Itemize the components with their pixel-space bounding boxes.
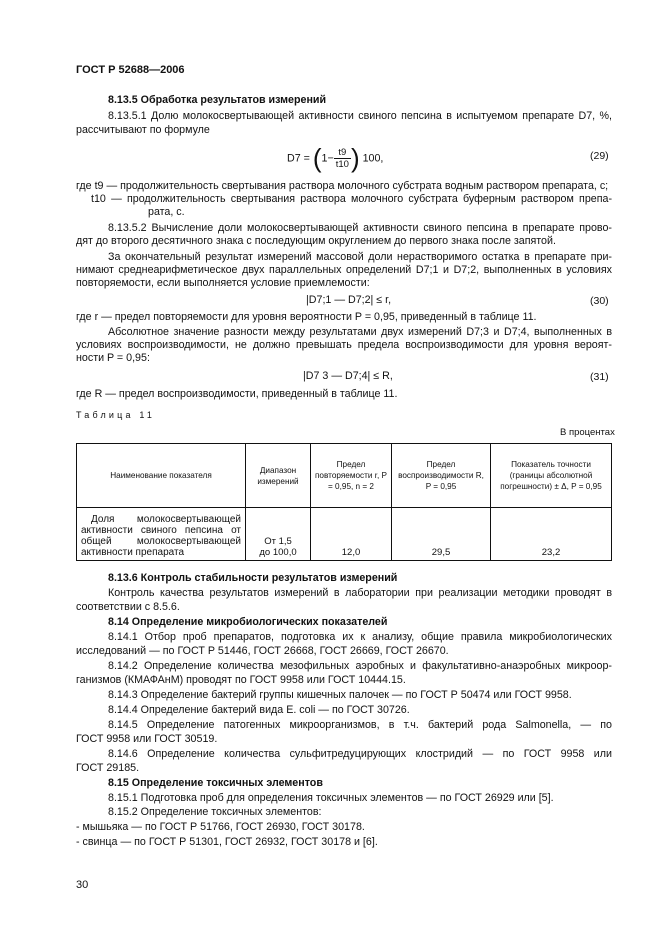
table-unit: В процентах bbox=[560, 427, 615, 438]
paragraph-line: 8.14.5 Определение патогенных микроорганизмов, в т.ч. бактерий рода Salmonella, — по bbox=[108, 719, 612, 731]
section-title: 8.13.6 Контроль стабильности результатов измерений bbox=[108, 572, 398, 584]
paragraph-line: соответствии с 8.5.6. bbox=[76, 601, 180, 613]
page-number: 30 bbox=[76, 879, 89, 891]
paragraph-line: 8.14.1 Отбор проб препаратов, подготовка их к анализу, общие правила микробиологических bbox=[108, 631, 612, 643]
paragraph-line: 8.15.1 Подготовка проб для определения токсичных элементов — по ГОСТ 26929 или [5]. bbox=[108, 792, 554, 804]
row-label-cell bbox=[77, 508, 246, 561]
section-title: 8.13.5 Обработка результатов измерений bbox=[108, 94, 327, 106]
formula-fraction bbox=[334, 147, 351, 170]
row-label-line: активности препарата bbox=[81, 547, 185, 558]
paragraph-line: ГОСТ 29185. bbox=[76, 762, 140, 774]
paragraph-line: 8.15.2 Определение токсичных элементов: bbox=[108, 806, 322, 818]
paragraph-line: условиях воспроизводимости, не должно превышать предела воспроизводимости для уровня вероят- bbox=[76, 339, 612, 351]
equation-number: (31) bbox=[590, 371, 609, 383]
paragraph-line: Контроль качества результатов измерений в лаборатории при реализации методики проводят в bbox=[108, 587, 612, 599]
paragraph-line: дят до второго десятичного знака с последующим округлением до первого знака после запятой. bbox=[76, 235, 556, 247]
table-row bbox=[77, 508, 612, 561]
table-caption: Таблица 11 bbox=[76, 410, 156, 420]
table-11 bbox=[76, 443, 612, 561]
accuracy-cell: 23,2 bbox=[491, 508, 612, 561]
table-header-row bbox=[77, 444, 612, 508]
left-paren: ( bbox=[312, 143, 322, 173]
formula-31: |D7 3 — D7;4| ≤ R, bbox=[303, 370, 393, 382]
fraction-denominator: t10 bbox=[335, 159, 349, 170]
list-item: - свинца — по ГОСТ Р 51301, ГОСТ 26932, ГОСТ 30178 и [6]. bbox=[76, 836, 378, 848]
paragraph-line: 8.13.5.1 Долю молокосвертывающей активности свиного пепсина в испытуемом препарате D7, %, bbox=[108, 110, 612, 122]
formula-lhs: D7 = bbox=[287, 152, 310, 165]
paragraph-line: нимают среднеарифметическое двух параллельных определений D7;1 и D7;2, выполненных в условиях bbox=[76, 264, 612, 276]
header-cell: Предел воспроизводимости R, P = 0,95 bbox=[392, 444, 491, 508]
where-line: где r — предел повторяемости для уровня вероятности P = 0,95, приведенный в таблице 11. bbox=[76, 311, 537, 323]
paragraph-line: ганизмов (КМАФАнМ) проводят по ГОСТ 9958 или ГОСТ 10444.15. bbox=[76, 674, 406, 686]
fraction-numerator: t9 bbox=[334, 147, 351, 159]
range-line: От 1,5 bbox=[264, 536, 292, 547]
range-cell bbox=[246, 508, 311, 561]
where-line: где t9 — продолжительность свертывания раствора молочного субстрата водным раствором препарата, с; bbox=[76, 180, 609, 192]
equation-number: (29) bbox=[590, 150, 609, 162]
header-cell: Наименование показателя bbox=[77, 444, 246, 508]
list-item: - мышьяка — по ГОСТ Р 51766, ГОСТ 26930, ГОСТ 30178. bbox=[76, 821, 365, 833]
equation-number: (30) bbox=[590, 295, 609, 307]
reproducibility-cell: 29,5 bbox=[392, 508, 491, 561]
paragraph-line: Абсолютное значение разности между результатами двух измерений D7;3 и D7;4, выполненных в bbox=[108, 326, 612, 338]
paragraph-line: исследований — по ГОСТ Р 51446, ГОСТ 26668, ГОСТ 26669, ГОСТ 26670. bbox=[76, 645, 449, 657]
section-title: 8.15 Определение токсичных элементов bbox=[108, 777, 323, 789]
row-label-line: Доля молокосвертывающей bbox=[91, 514, 241, 525]
paragraph-line: 8.13.5.2 Вычисление доли молокосвертывающей активности свиного пепсина в препарате прово- bbox=[108, 222, 612, 234]
formula-one: 1− bbox=[321, 152, 334, 165]
paragraph-line: 8.14.6 Определение количества сульфитредуцирующих клостридий — по ГОСТ 9958 или bbox=[108, 748, 612, 760]
paragraph-line: ГОСТ 9958 или ГОСТ 30519. bbox=[76, 733, 218, 745]
header-cell: Показатель точности (границы абсолютной погрешности) ± Δ, P = 0,95 bbox=[491, 444, 612, 508]
row-label-line: общей молокосвертывающей bbox=[81, 536, 241, 547]
row-label-line: активности свиного пепсина от bbox=[81, 525, 241, 536]
header-cell: Диапазон измерений bbox=[246, 444, 311, 508]
formula-30: |D7;1 — D7;2| ≤ r, bbox=[306, 294, 392, 306]
paragraph-line: За окончательный результат измерений массовой доли нерастворимого остатка в препарате при- bbox=[108, 251, 612, 263]
paragraph-line: 8.14.3 Определение бактерий группы кишечных палочек — по ГОСТ Р 50474 или ГОСТ 9958. bbox=[108, 689, 572, 701]
formula-tail: 100, bbox=[362, 152, 384, 165]
paragraph-line: 8.14.4 Определение бактерий вида E. coli — по ГОСТ 30726. bbox=[108, 704, 410, 716]
header-cell: Предел повторяемости r, P = 0,95, n = 2 bbox=[311, 444, 392, 508]
where-line: где R — предел воспроизводимости, приведенный в таблице 11. bbox=[76, 388, 398, 400]
where-line: t10 — продолжительность свертывания раствора молочного субстрата буферным раствором препа- bbox=[91, 193, 612, 205]
paragraph-line: 8.14.2 Определение количества мезофильных аэробных и факультативно-анаэробных микроор- bbox=[108, 660, 612, 672]
range-line: до 100,0 bbox=[259, 547, 297, 558]
formula-29 bbox=[287, 143, 383, 174]
repeatability-cell: 12,0 bbox=[311, 508, 392, 561]
section-title: 8.14 Определение микробиологических показателей bbox=[108, 616, 388, 628]
right-paren: ) bbox=[350, 143, 360, 173]
paragraph-line: повторяемости, если выполняется условие приемлемости: bbox=[76, 277, 370, 289]
document-header: ГОСТ Р 52688—2006 bbox=[76, 64, 185, 76]
paragraph-line: ности P = 0,95: bbox=[76, 352, 150, 364]
where-line: рата, с. bbox=[148, 206, 185, 218]
paragraph-line: рассчитывают по формуле bbox=[76, 124, 210, 136]
